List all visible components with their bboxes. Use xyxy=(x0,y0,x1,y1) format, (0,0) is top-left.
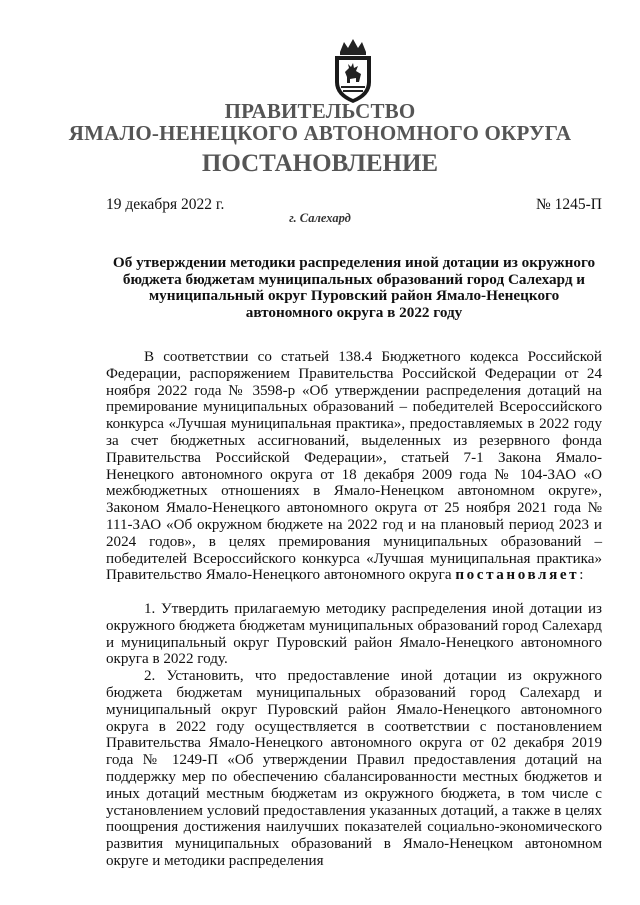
resolves-word: постановляет xyxy=(455,567,580,584)
preamble-text: В соответствии со статьей 138.4 Бюджетного кодекса Российской Федерации, распоряжением Правительства Российской Федерации от 24 ноября 2022 года № 3598-р «Об утверждении распределения дотаций на премирование муниципальных образований – победителей Всероссийского конкурса «Лучшая муниципальная практика», предоставляемых в 2022 году за счет бюджетных ассигнований, выделенных из резервного фонда Правительства Российской Федерации», статьей 7-1 Закона Ямало-Ненецкого автономного округа от 18 декабря 2009 года № 104-ЗАО «О межбюджетных отношениях в Ямало-Ненецком автономном округе», Законом Ямало-Ненецкого автономного округа от 25 ноября 2021 года № 111-ЗАО «Об окружном бюджете на 2022 год и на плановый период 2023 и 2024 годов», в целях премирования муниципальных образований – победителей Всероссийского конкурса «Лучшая муниципальная практика» Правительство Ямало-Ненецкого автономного округа xyxy=(106,349,602,584)
item-2-paragraph: 2. Установить, что предоставление иной дотации из окружного бюджета бюджетам муниципальных образований город Салехард и муниципальный округ Пуровский район Ямало-Ненецкого автономного округа в 2022 году осуществляется в соответствии с постановлением Правительства Ямало-Ненецкого автономного округа от 02 декабря 2019 года № 1249-П «Об утверждении Правил предоставления дотаций на поддержку мер по обеспечению сбалансированности местных бюджетов и иных дотаций местным бюджетам из окружного бюджета, в том числе с установлением условий предоставления указанных дотаций, а также в целях поощрения достижения наилучших показателей социально-экономического развития муниципальных образований в Ямало-Ненецком автономном округе и методики распределения xyxy=(106,668,602,869)
preamble-paragraph xyxy=(106,349,602,584)
organization-name-line2: ЯМАЛО-НЕНЕЦКОГО АВТОНОМНОГО ОКРУГА xyxy=(68,121,572,145)
document-type: ПОСТАНОВЛЕНИЕ xyxy=(201,150,439,177)
document-date: 19 декабря 2022 г. xyxy=(106,196,225,213)
document-body xyxy=(106,349,602,870)
document-title: Об утверждении методики распределения иной дотации из окружного бюджета бюджетам муниципальных образований город Салехард и муниципальный округ Пуровский район Ямало-Ненецкого автономного округа в 2022 году xyxy=(112,254,596,321)
document-place: г. Салехард xyxy=(289,211,351,225)
resolves-suffix: : xyxy=(579,567,584,584)
organization-name-line1: ПРАВИТЕЛЬСТВО xyxy=(224,99,416,123)
document-number: № 1245-П xyxy=(535,196,602,213)
coat-of-arms-icon xyxy=(326,38,380,106)
item-1-paragraph: 1. Утвердить прилагаемую методику распределения иной дотации из окружного бюджета бюджетам муниципальных образований город Салехард и муниципальный округ Пуровский район Ямало-Ненецкого автономного округа в 2022 году. xyxy=(106,600,602,668)
